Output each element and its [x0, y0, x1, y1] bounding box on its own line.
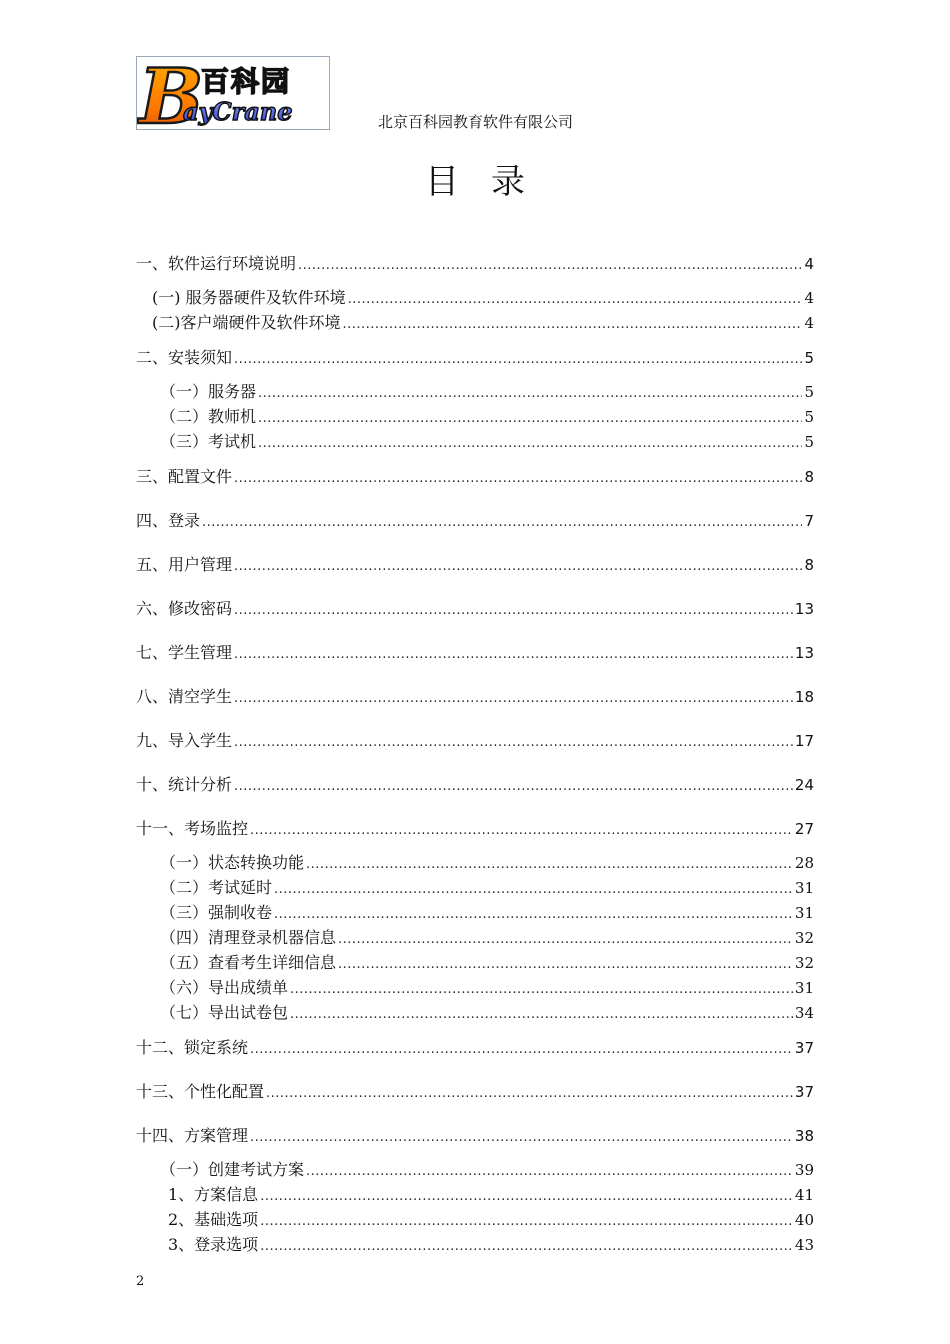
toc-leader	[250, 1038, 793, 1062]
toc-leader	[338, 953, 793, 977]
toc-entry[interactable]	[160, 926, 814, 950]
toc-entry[interactable]	[160, 901, 814, 925]
toc-leader	[290, 1003, 793, 1027]
toc-leader	[234, 731, 793, 755]
toc-entry[interactable]	[136, 641, 814, 665]
toc-entry[interactable]	[160, 851, 814, 875]
toc-label: 十二、锁定系统	[136, 1038, 249, 1057]
toc-leader	[266, 1082, 793, 1106]
company-name: 北京百科园教育软件有限公司	[378, 113, 574, 131]
toc-label: 五、用户管理	[136, 555, 233, 574]
toc-label: 一、软件运行环境说明	[136, 254, 297, 273]
toc-leader	[274, 903, 793, 927]
page-title: 目录	[425, 162, 557, 202]
page-number: 2	[136, 1274, 145, 1289]
toc-page: 28	[794, 854, 814, 872]
toc-leader	[234, 555, 802, 579]
toc-leader	[250, 819, 793, 843]
toc-page: 37	[794, 1083, 814, 1101]
toc-page: 32	[794, 954, 814, 972]
toc-leader	[250, 1126, 793, 1150]
toc-label: 1、方案信息	[168, 1185, 259, 1204]
toc-page: 24	[794, 776, 814, 794]
toc-entry[interactable]	[160, 976, 814, 1000]
toc-label: (二)客户端硬件及软件环境	[152, 313, 341, 332]
toc-label: 四、登录	[136, 511, 201, 530]
toc-entry[interactable]	[168, 1233, 814, 1257]
toc-label: 十三、个性化配置	[136, 1082, 265, 1101]
toc-entry[interactable]	[136, 597, 814, 621]
toc-entry[interactable]	[136, 1036, 814, 1060]
toc-entry[interactable]	[160, 951, 814, 975]
toc-entry[interactable]	[136, 252, 814, 276]
toc-label: 二、安装须知	[136, 348, 233, 367]
toc-leader	[348, 288, 803, 312]
toc-entry[interactable]	[160, 876, 814, 900]
toc-entry[interactable]	[136, 817, 814, 841]
toc-leader	[234, 643, 793, 667]
toc-page: 5	[804, 408, 814, 426]
toc-page: 31	[794, 979, 814, 997]
toc-leader	[274, 878, 793, 902]
toc-page: 8	[804, 556, 814, 574]
toc-label: 六、修改密码	[136, 599, 233, 618]
toc-page: 7	[804, 512, 814, 530]
toc-entry[interactable]	[136, 729, 814, 753]
toc-entry[interactable]	[160, 405, 814, 429]
toc-label: 三、配置文件	[136, 467, 233, 486]
toc-page: 27	[794, 820, 814, 838]
toc-entry[interactable]	[136, 346, 814, 370]
toc-entry[interactable]	[160, 430, 814, 454]
toc-leader	[260, 1235, 793, 1259]
toc-entry[interactable]	[160, 1001, 814, 1025]
toc-label: （三）强制收卷	[160, 903, 273, 922]
toc-label: 十四、方案管理	[136, 1126, 249, 1145]
toc-entry[interactable]	[136, 509, 814, 533]
toc-leader	[202, 511, 802, 535]
toc-page: 17	[794, 732, 814, 750]
logo-en-text: ayCrane	[183, 97, 293, 126]
logo-letter: B	[139, 57, 204, 129]
toc-page: 5	[804, 433, 814, 451]
toc-leader	[298, 254, 802, 278]
toc-entry[interactable]	[136, 1124, 814, 1148]
toc-page: 31	[794, 879, 814, 897]
toc-page: 13	[794, 644, 814, 662]
toc-entry[interactable]	[136, 553, 814, 577]
toc-label: （二）考试延时	[160, 878, 273, 897]
toc-page: 32	[794, 929, 814, 947]
toc-leader	[306, 853, 793, 877]
toc-page: 8	[804, 468, 814, 486]
toc-entry[interactable]	[136, 773, 814, 797]
toc-page: 5	[804, 383, 814, 401]
toc-page: 39	[794, 1161, 814, 1179]
toc-leader	[290, 978, 793, 1002]
toc-entry[interactable]	[160, 380, 814, 404]
toc-leader	[234, 775, 793, 799]
toc-page: 18	[794, 688, 814, 706]
toc-page: 38	[794, 1127, 814, 1145]
toc-entry[interactable]	[136, 1080, 814, 1104]
toc-entry[interactable]	[152, 286, 814, 310]
toc-page: 5	[804, 349, 814, 367]
toc-page: 4	[804, 289, 814, 307]
toc-leader	[338, 928, 793, 952]
toc-leader	[258, 432, 802, 456]
toc-leader	[258, 407, 802, 431]
toc-label: 3、登录选项	[168, 1235, 259, 1254]
toc-page: 4	[804, 314, 814, 332]
toc-leader	[258, 382, 802, 406]
toc-leader	[234, 348, 802, 372]
toc-page: 40	[794, 1211, 814, 1229]
toc-label: 2、基础选项	[168, 1210, 259, 1229]
toc-entry[interactable]	[136, 465, 814, 489]
toc-label: （二）教师机	[160, 407, 257, 426]
toc-label: 七、学生管理	[136, 643, 233, 662]
toc-entry[interactable]	[136, 685, 814, 709]
toc-leader	[260, 1185, 793, 1209]
toc-label: （一）状态转换功能	[160, 853, 305, 872]
toc-leader	[260, 1210, 793, 1234]
toc-entry[interactable]	[160, 1158, 814, 1182]
toc-page: 13	[794, 600, 814, 618]
toc-entry[interactable]	[168, 1208, 814, 1232]
toc-entry[interactable]	[168, 1183, 814, 1207]
toc-leader	[234, 467, 802, 491]
toc-leader	[234, 599, 793, 623]
toc-label: 八、清空学生	[136, 687, 233, 706]
toc-label: （一）服务器	[160, 382, 257, 401]
toc-page: 31	[794, 904, 814, 922]
toc-leader	[343, 313, 803, 337]
toc-entry[interactable]	[152, 311, 814, 335]
toc-page: 37	[794, 1039, 814, 1057]
toc-label: （四）清理登录机器信息	[160, 928, 337, 947]
toc-label: 九、导入学生	[136, 731, 233, 750]
toc-page: 41	[794, 1186, 814, 1204]
toc-label: 十、统计分析	[136, 775, 233, 794]
logo-cn-text: 百科园	[201, 65, 292, 98]
toc-label: （七）导出试卷包	[160, 1003, 289, 1022]
toc-page: 34	[794, 1004, 814, 1022]
toc-page: 4	[804, 255, 814, 273]
toc-label: 十一、考场监控	[136, 819, 249, 838]
toc-label: （一）创建考试方案	[160, 1160, 305, 1179]
toc-page: 43	[794, 1236, 814, 1254]
toc-label: （三）考试机	[160, 432, 257, 451]
toc-label: （六）导出成绩单	[160, 978, 289, 997]
toc-leader	[306, 1160, 793, 1184]
toc-leader	[234, 687, 793, 711]
toc-label: （五）查看考生详细信息	[160, 953, 337, 972]
toc-label: (一) 服务器硬件及软件环境	[152, 288, 346, 307]
